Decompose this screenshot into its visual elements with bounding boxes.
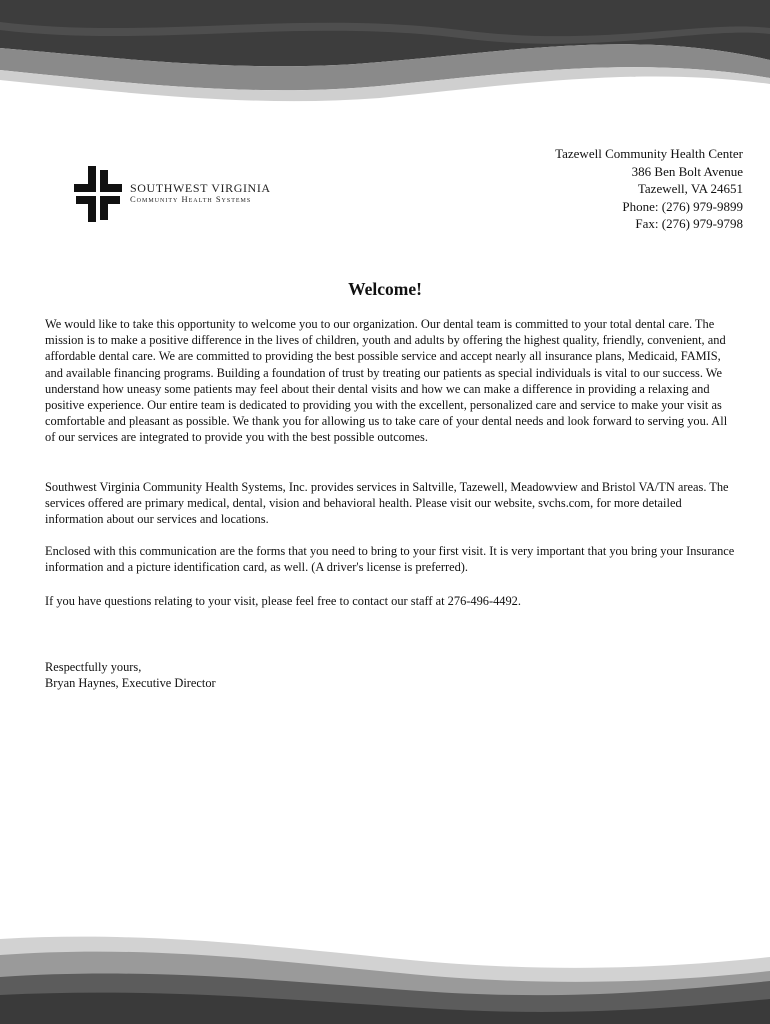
city-state-zip: Tazewell, VA 24651 [637,181,743,196]
signature-name: Bryan Haynes, Executive Director [45,676,216,691]
organization-logo [74,166,274,224]
street-address: 386 Ben Bolt Avenue [631,163,743,179]
phone-number: Phone: (276) 979-9899 [622,198,743,214]
closing-salutation: Respectfully yours, [45,660,142,674]
logo-wordmark-line1: SOUTHWEST VIRGINIA [130,181,271,195]
letter-paragraph-contact: If you have questions relating to your visit, please feel free to contact our staff at 276-496-4492. [45,594,521,608]
letter-paragraph-services: Southwest Virginia Community Health Systems, Inc. provides services in Saltville, Tazewell, Meadowview and Bristol VA/TN areas. The services offered are primary medical, dental, vision and behavioral health. Please visit our website, svchs.com, for more detailed information about our services and locations. [45,480,729,527]
letter-title: Welcome! [348,279,422,299]
clinic-name: Tazewell Community Health Center [555,146,743,161]
letter-closing [45,659,735,691]
footer-wave-banner [0,929,770,1024]
letter-paragraph-intro: We would like to take this opportunity to welcome you to our organization. Our dental team is committed to your total dental care. The mission is to make a positive difference in the lives of children, youth and adults by offering the highest quality, friendly, convenient, and affordable dental care. We are committed to providing the best possible service and accept nearly all insurance plans, Medicaid, FAMIS, and available financing programs. Building a foundation of trust by treating our patients as special individuals is vital to our success. We understand how uneasy some patients may feel about their dental visits and how we can make a difference in providing a relaxing and positive experience. Our entire team is dedicated to providing you with the excellent, personalized care and service to make your visit as comfortable and pleasant as possible. We thank you for allowing us to take care of your dental needs and look forward to serving you. All of our services are integrated to provide you with the best possible outcomes. [45,317,728,445]
logo-wordmark-line2: Community Health Systems [130,194,252,204]
letter-paragraph-enclosures: Enclosed with this communication are the forms that you need to bring to your first visit. It is very important that you bring your Insurance information and a picture identification card, as well. (A driver's license is preferred). [45,544,735,575]
cross-logo-icon [74,166,122,222]
header-wave-banner [0,0,770,110]
fax-number: Fax: (276) 979-9798 [635,216,743,231]
sender-address-block [555,145,743,233]
